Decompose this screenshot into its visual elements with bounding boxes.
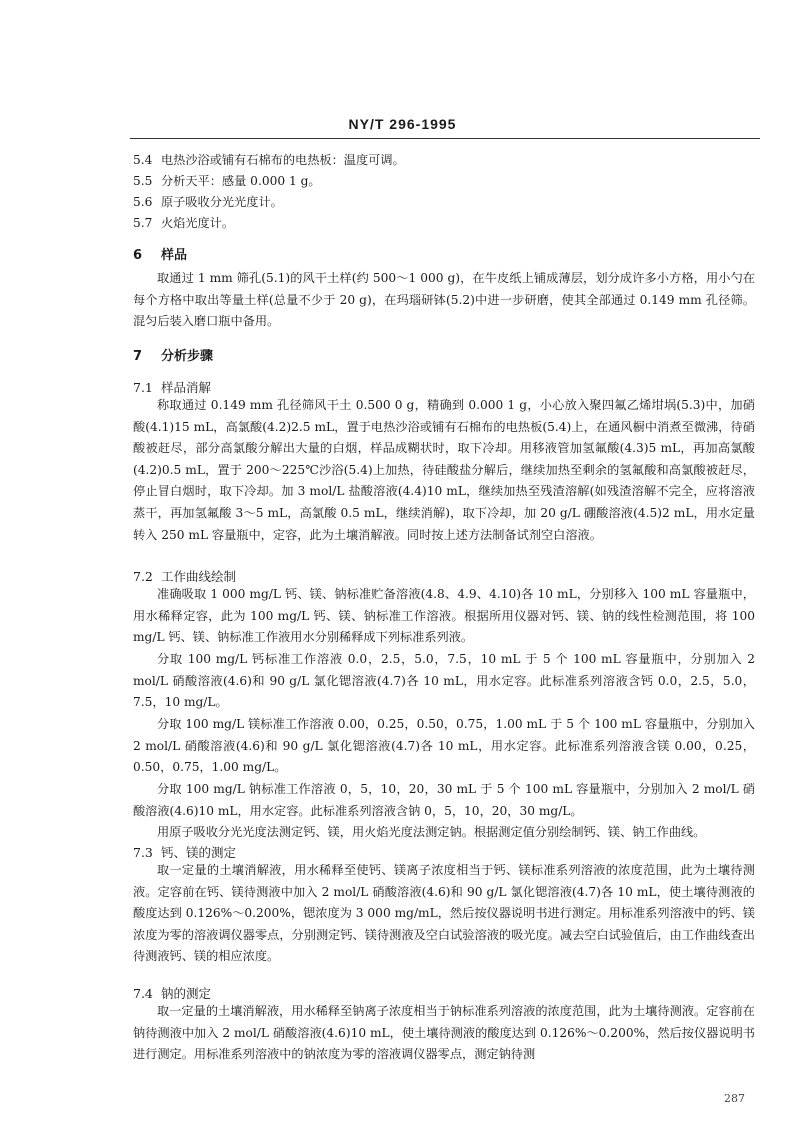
section-7-heading xyxy=(133,345,213,364)
item-text: 分析天平：感量 0.000 1 g。 xyxy=(161,174,321,188)
section-6-heading xyxy=(133,244,187,263)
page-number: 287 xyxy=(724,1092,745,1105)
subsection-7-2-paragraph-5: 用原子吸收分光光度法测定钙、镁，用火焰光度法测定钠。根据测定值分别绘制钙、镁、钠工作曲线。 xyxy=(157,825,706,839)
subsection-title: 钙、镁的测定 xyxy=(161,845,237,860)
subsection-number: 7.2 xyxy=(133,569,153,584)
subsection-title: 工作曲线绘制 xyxy=(161,569,237,584)
subsection-7-3-heading xyxy=(133,843,236,861)
item-5-5 xyxy=(133,173,321,189)
subsection-number: 7.3 xyxy=(133,845,153,860)
subsection-title: 样品消解 xyxy=(161,380,212,395)
section-6-paragraph: 取通过 1 mm 筛孔(5.1)的风干土样(约 500～1 000 g)，在牛皮纸上铺成薄层，划分成许多小方格，用小勺在每个方格中取出等量土样(总量不少于 20 g)，在玛瑙研钵(5.2)中进一步研磨，使其全部通过 0.149 mm 孔径筛。混匀后装入磨口瓶中备用。 xyxy=(133,271,755,329)
subsection-7-4-heading xyxy=(133,984,211,1002)
header-rule xyxy=(130,138,760,139)
section-number: 7 xyxy=(133,349,143,364)
subsection-number: 7.1 xyxy=(133,380,153,395)
subsection-7-2-paragraph-4: 分取 100 mg/L 钠标准工作溶液 0，5，10，20，30 mL 于 5 个 100 mL 容量瓶中，分别加入 2 mol/L 硝酸溶液(4.6)10 mL，用水定容。此标准系列溶液含钠 0，5，10，20，30 mg/L。 xyxy=(133,782,755,818)
subsection-7-3-paragraph: 取一定量的土壤消解液，用水稀释至使钙、镁离子浓度相当于钙、镁标准系列溶液的浓度范围，此为土壤待测液。定容前在钙、镁待测液中加入 2 mol/L 硝酸溶液(4.6)和 90 g/L 氯化锶溶液(4.7)各 10 mL，使土壤待测液的酸度达到 0.126%～0.200%，锶浓度为 3 000 mg/mL，然后按仪器说明书进行测定。用标准系列溶液中的钙、镁浓度为零的溶液调仪器零点，分别测定钙、镁待测液及空白试验溶液的吸光度。减去空白试验值后，由工作曲线查出待测液钙、镁的相应浓度。 xyxy=(133,863,755,964)
section-title: 分析步骤 xyxy=(161,349,214,364)
item-number: 5.5 xyxy=(133,174,153,188)
item-5-7 xyxy=(133,215,234,231)
subsection-7-1-heading xyxy=(133,378,211,396)
section-title: 样品 xyxy=(161,248,188,263)
item-5-4 xyxy=(133,152,405,168)
subsection-7-2-paragraph-2: 分取 100 mg/L 钙标准工作溶液 0.0，2.5，5.0，7.5，10 mL 于 5 个 100 mL 容量瓶中，分别加入 2 mol/L 硝酸溶液(4.6)和 90 g/L 氯化锶溶液(4.7)各 10 mL，用水定容。此标准系列溶液含钙 0.0，2.5，5.0，7.5，10 mg/L。 xyxy=(133,652,755,710)
item-text: 电热沙浴或铺有石棉布的电热板：温度可调。 xyxy=(161,153,405,167)
subsection-7-2-paragraph-1: 准确吸取 1 000 mg/L 钙、镁、钠标准贮备溶液(4.8、4.9、4.10)各 10 mL，分别移入 100 mL 容量瓶中，用水稀释定容，此为 100 mg/L 钙、镁、钠标准工作溶液。根据所用仪器对钙、镁、钠的线性检测范围，将 100 mg/L 钙、镁、钠标准工作液用水分别稀释成下列标准系列液。 xyxy=(133,587,755,645)
item-number: 5.4 xyxy=(133,153,153,167)
subsection-7-2-heading xyxy=(133,567,236,585)
subsection-title: 钠的测定 xyxy=(161,986,212,1001)
item-text: 火焰光度计。 xyxy=(161,216,235,230)
subsection-7-1-paragraph: 称取通过 0.149 mm 孔径筛风干土 0.500 0 g，精确到 0.000 1 g，小心放入聚四氟乙烯坩埚(5.3)中，加硝酸(4.1)15 mL，高氯酸(4.2)2.5 mL，置于电热沙浴或铺有石棉布的电热板(5.4)上，在通风橱中消煮至微沸，待硝酸被赶尽，部分高氯酸分解出大量的白烟，样品成糊状时，取下冷却。用移液管加氢氟酸(4.3)5 mL，再加高氯酸(4.2)0.5 mL，置于 200～225℃沙浴(5.4)上加热，待硅酸盐分解后，继续加热至剩余的氢氟酸和高氯酸被赶尽，停止冒白烟时，取下冷却。加 3 mol/L 盐酸溶液(4.4)10 mL，继续加热至残渣溶解(如残渣溶解不完全，应将溶液蒸干，再加氢氟酸 3～5 mL，高氯酸 0.5 mL，继续消解)，取下冷却，加 20 g/L 硼酸溶液(4.5)2 mL，用水定量转入 250 mL 容量瓶中，定容，此为土壤消解液。同时按上述方法制备试剂空白溶液。 xyxy=(133,398,755,542)
standard-number-header: NY/T 296-1995 xyxy=(348,116,457,132)
item-number: 5.6 xyxy=(133,195,153,209)
section-number: 6 xyxy=(133,248,143,263)
item-text: 原子吸收分光光度计。 xyxy=(161,195,283,209)
subsection-7-4-paragraph: 取一定量的土壤消解液，用水稀释至钠离子浓度相当于钠标准系列溶液的浓度范围，此为土壤待测液。定容前在钠待测液中加入 2 mol/L 硝酸溶液(4.6)10 mL，使土壤待测液的酸度达到 0.126%～0.200%，然后按仪器说明书进行测定。用标准系列溶液中的钠浓度为零的溶液调仪器零点，测定钠待测 xyxy=(133,1004,755,1062)
subsection-number: 7.4 xyxy=(133,986,153,1001)
item-number: 5.7 xyxy=(133,216,153,230)
item-5-6 xyxy=(133,194,283,210)
subsection-7-2-paragraph-3: 分取 100 mg/L 镁标准工作溶液 0.00，0.25，0.50，0.75，1.00 mL 于 5 个 100 mL 容量瓶中，分别加入 2 mol/L 硝酸溶液(4.6)和 90 g/L 氯化锶溶液(4.7)各 10 mL，用水定容。此标准系列溶液含镁 0.00，0.25，0.50，0.75，1.00 mg/L。 xyxy=(133,717,755,775)
